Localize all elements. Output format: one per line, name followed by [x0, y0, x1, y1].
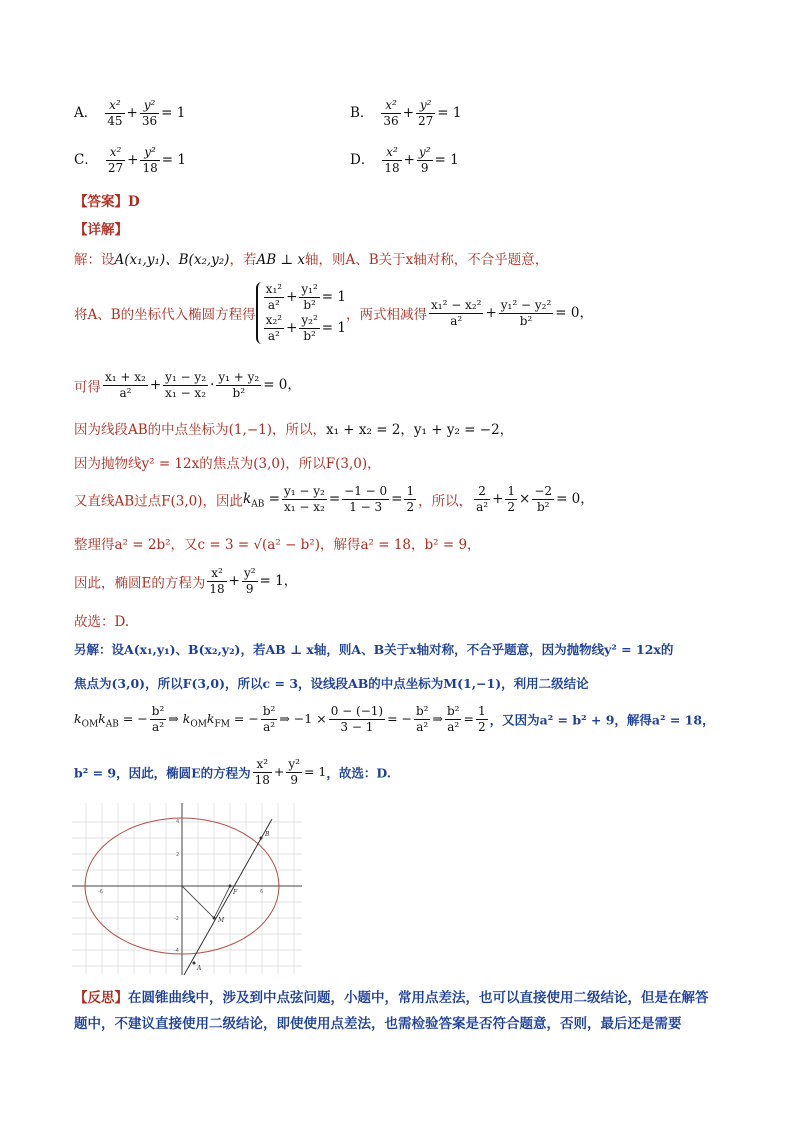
- alt-line-2: 焦点为(3,0)，所以F(3,0)，所以c = 3，设线段AB的中点坐标为M(1,−1)，利用二级结论: [74, 676, 589, 691]
- solution-line-4: 因为线段AB的中点坐标为(1,−1)，所以，x₁ + x₂ = 2，y₁ + y₂ = −2，: [74, 422, 514, 438]
- solution-line-6: 又直线AB过点F(3,0)，因此$k_{AB}$ = $\frac{\text{y₁ − y₂}}{\text{x₁ − x₂}}$ = $\frac{-1 - 0}{1 - 3}$ = $\frac{1}{2}$ ，所以， $\frac{2}{\text{a²}}$ + $\frac{1}{2}$ × $\frac{-2}{\text{b²}}$ = 0，: [74, 484, 594, 514]
- option-b: B． $\frac{\text{x²}}{36}$ + $\frac{\text{y²}}{27}$ = 1: [350, 98, 462, 128]
- alt-line-3: $k_{OM}k_{AB}$ = − $\frac{\text{b²}}{\text{a²}}$ ⇒ $k_{OM}k_{FM}$ = − $\frac{\text{b²}}{\text{a²}}$ ⇒ −1 × $\frac{0 - (-1)}{3 - 1}$ = − $\frac{\text{b²}}{\text{a²}}$ ⇒ $\frac{\text{b²}}{\text{a²}}$ = $\frac{1}{2}$ ，又因为a² = b² + 9，解得a² = 18，: [74, 704, 715, 734]
- option-a: A． $\frac{\text{x²}}{45}$ + $\frac{\text{y²}}{36}$ = 1: [74, 98, 186, 128]
- graph-background: [72, 803, 302, 975]
- point-a: [193, 962, 196, 965]
- option-c: C． $\frac{\text{x²}}{27}$ + $\frac{\text{y²}}{18}$ = 1: [74, 145, 186, 175]
- solution-line-9: 故选：D.: [74, 614, 130, 630]
- ellipse-graph: [72, 803, 302, 975]
- solution-line-2: 将A、B的坐标代入椭圆方程得 $\frac{\text{x₁²}}{\text{a²}}$ + $\frac{\text{y₁²}}{\text{b²}}$ = 1 $\frac{\text{x₂²}}{\text{a²}}$ + $\frac{\text{y₂²}}{\text{b²}}$ = 1 ，两式相减得 $\frac{\text{x₁² − x₂²}}{\text{a²}}$ + $\frac{\text{y₁² − y₂²}}{\text{b²}}$ = 0，: [74, 282, 593, 343]
- label-a: A: [197, 965, 202, 972]
- tick-y-4: 4: [176, 819, 180, 825]
- tick-y-2: 2: [176, 852, 180, 858]
- detail-label: 【详解】: [74, 222, 128, 238]
- label-b: B: [265, 831, 270, 838]
- solution-line-1: 解：设A(x₁,y₁)、B(x₂,y₂)，若AB ⊥ x轴，则A、B关于x轴对称，不合乎题意，: [74, 252, 549, 268]
- point-m: [213, 917, 216, 920]
- tick-x-neg6: -6: [98, 889, 103, 895]
- point-b: [260, 837, 263, 840]
- option-d: D． $\frac{\text{x²}}{18}$ + $\frac{\text{y²}}{9}$ = 1: [350, 145, 459, 175]
- solution-line-3: 可得 $\frac{\text{x₁ + x₂}}{\text{a²}}$ + $\frac{\text{y₁ − y₂}}{\text{x₁ − x₂}}$ · $\frac{\text{y₁ + y₂}}{\text{b²}}$ = 0，: [74, 370, 301, 400]
- tick-y-neg4: -4: [174, 948, 179, 954]
- reflection-paragraph: 【反思】在圆锥曲线中，涉及到中点弦问题，小题中，常用点差法，也可以直接使用二级结论，但是在解答题中，不建议直接使用二级结论，即使使用点差法，也需检验答案是否符合题意，否则，最后还是需要: [74, 990, 709, 1032]
- label-m: M: [218, 917, 225, 924]
- alt-line-1: 另解：设A(x₁,y₁)、B(x₂,y₂)，若AB ⊥ x轴，则A、B关于x轴对称，不合乎题意，因为抛物线y² = 12x的: [74, 642, 674, 657]
- tick-y-neg2: -2: [174, 916, 179, 922]
- solution-line-5: 因为抛物线y² = 12x的焦点为(3,0)，所以F(3,0)，: [74, 456, 381, 472]
- point-f: [229, 885, 232, 888]
- solution-line-8: 因此，椭圆E的方程为 $\frac{\text{x²}}{18}$ + $\frac{\text{y²}}{9}$ = 1，: [74, 566, 298, 596]
- alt-line-4: b² = 9，因此，椭圆E的方程为 $\frac{\text{x²}}{18}$ + $\frac{\text{y²}}{9}$ = 1，故选：D.: [74, 757, 392, 787]
- solution-line-7: 整理得a² = 2b²，又c = 3 = √(a² − b²)，解得a² = 18，b² = 9，: [74, 537, 481, 553]
- tick-x-6: 6: [260, 889, 264, 895]
- answer-line: 【答案】D: [74, 194, 140, 210]
- label-f: F: [233, 889, 238, 896]
